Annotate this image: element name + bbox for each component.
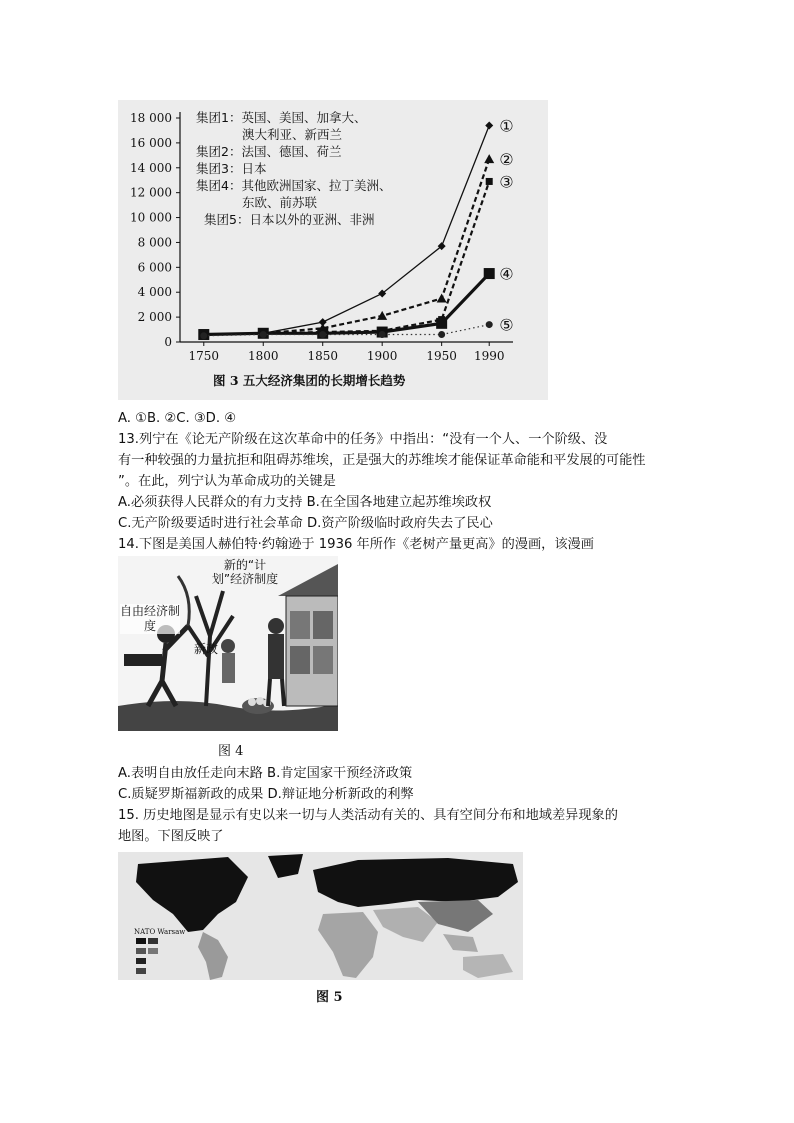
- legend-line: 东欧、前苏联: [242, 195, 318, 210]
- figure-5-caption: 图 5: [316, 990, 343, 1005]
- legend-line: 集团5：日本以外的亚洲、非洲: [204, 212, 375, 227]
- q13-stem-line2: 有一种较强的力量抗拒和阻碍苏维埃，正是强大的苏维埃才能保证革命能和平发展的可能性: [118, 453, 646, 468]
- q14-options-cd: C.质疑罗斯福新政的成果 D.辩证地分析新政的利弊: [118, 787, 414, 802]
- q13-options-ab: A.必须获得人民群众的有力支持 B.在全国各地建立起苏维埃政权: [118, 495, 492, 510]
- series-5-point: [260, 331, 267, 338]
- series-label-3: ③: [499, 172, 514, 192]
- y-tick-label: 14 000: [130, 160, 172, 175]
- series-label-4: ④: [499, 264, 514, 284]
- series-5-point: [319, 331, 326, 338]
- series-5-point: [438, 331, 445, 338]
- legend-line: 集团1：英国、美国、加拿大、: [196, 110, 367, 125]
- series-2-point: [437, 293, 447, 302]
- y-tick-label: 12 000: [130, 185, 172, 200]
- legend-line: 集团2：法国、德国、荷兰: [196, 144, 342, 159]
- cartoon-label-new-deal: 新政: [194, 642, 219, 656]
- series-label-2: ②: [499, 150, 514, 170]
- y-tick-label: 8 000: [137, 235, 172, 250]
- growth-chart: [118, 100, 548, 400]
- cartoon-label-free-economy: 自由经济制度: [120, 604, 181, 633]
- q14-options-ab: A.表明自由放任走向末路 B.肯定国家干预经济政策: [118, 766, 413, 781]
- x-tick-label: 1750: [188, 349, 220, 363]
- series-5-point: [379, 331, 386, 338]
- q13-stem-line1: 13.列宁在《论无产阶级在这次革命中的任务》中指出：“没有一个人、一个阶级、没: [118, 432, 608, 447]
- cartoon-label-planned-economy: 新的“计划”经济制度: [211, 558, 279, 586]
- y-tick-label: 18 000: [130, 111, 172, 125]
- series-label-5: ⑤: [499, 315, 514, 335]
- y-tick-label: 0: [164, 335, 172, 349]
- legend-line: 集团4：其他欧洲国家、拉丁美洲、: [196, 178, 392, 193]
- q12-options: A. ①B. ②C. ③D. ④: [118, 411, 237, 426]
- x-tick-label: 1850: [307, 349, 338, 363]
- y-tick-label: 10 000: [130, 210, 172, 225]
- figure-3-caption: 图 3 五大经济集团的长期增长趋势: [213, 373, 406, 388]
- y-tick-label: 16 000: [130, 135, 172, 150]
- q14-stem: 14.下图是美国人赫伯特·约翰逊于 1936 年所作《老树产量更高》的漫画，该漫画: [118, 537, 594, 552]
- series-4-point: [436, 318, 447, 329]
- series-2-point: [484, 154, 494, 163]
- series-3-point: [486, 178, 493, 185]
- x-tick-label: 1900: [366, 349, 398, 363]
- legend-line: 澳大利亚、新西兰: [242, 127, 343, 142]
- cartoon-figure: [118, 556, 338, 731]
- y-tick-label: 4 000: [137, 285, 172, 300]
- x-tick-label: 1800: [247, 349, 279, 363]
- y-tick-label: 2 000: [137, 310, 172, 325]
- series-2-point: [377, 311, 387, 320]
- series-5-point: [486, 321, 493, 328]
- x-tick-label: 1990: [473, 349, 505, 363]
- q15-stem-line1: 15. 历史地图是显示有史以来一切与人类活动有关的、具有空间分布和地域差异现象的: [118, 808, 618, 823]
- q13-options-cd: C.无产阶级要适时进行社会革命 D.资产阶级临时政府失去了民心: [118, 516, 493, 531]
- series-1-point: [485, 121, 493, 129]
- series-label-1: ①: [499, 116, 514, 136]
- map-legend-title: NATO Warsaw: [134, 928, 186, 936]
- q15-stem-line2: 地图。下图反映了: [118, 829, 224, 844]
- figure-4-caption: 图 4: [218, 744, 244, 759]
- y-tick-label: 6 000: [137, 260, 172, 275]
- world-map: [118, 852, 523, 980]
- legend-line: 集团3：日本: [196, 161, 267, 176]
- series-5-point: [200, 332, 207, 339]
- q13-stem-line3: ”。在此，列宁认为革命成功的关键是: [118, 474, 336, 489]
- x-tick-label: 1950: [426, 349, 457, 363]
- world-map-figure: [118, 852, 523, 980]
- growth-chart-figure: [118, 100, 548, 400]
- series-4-point: [484, 268, 495, 279]
